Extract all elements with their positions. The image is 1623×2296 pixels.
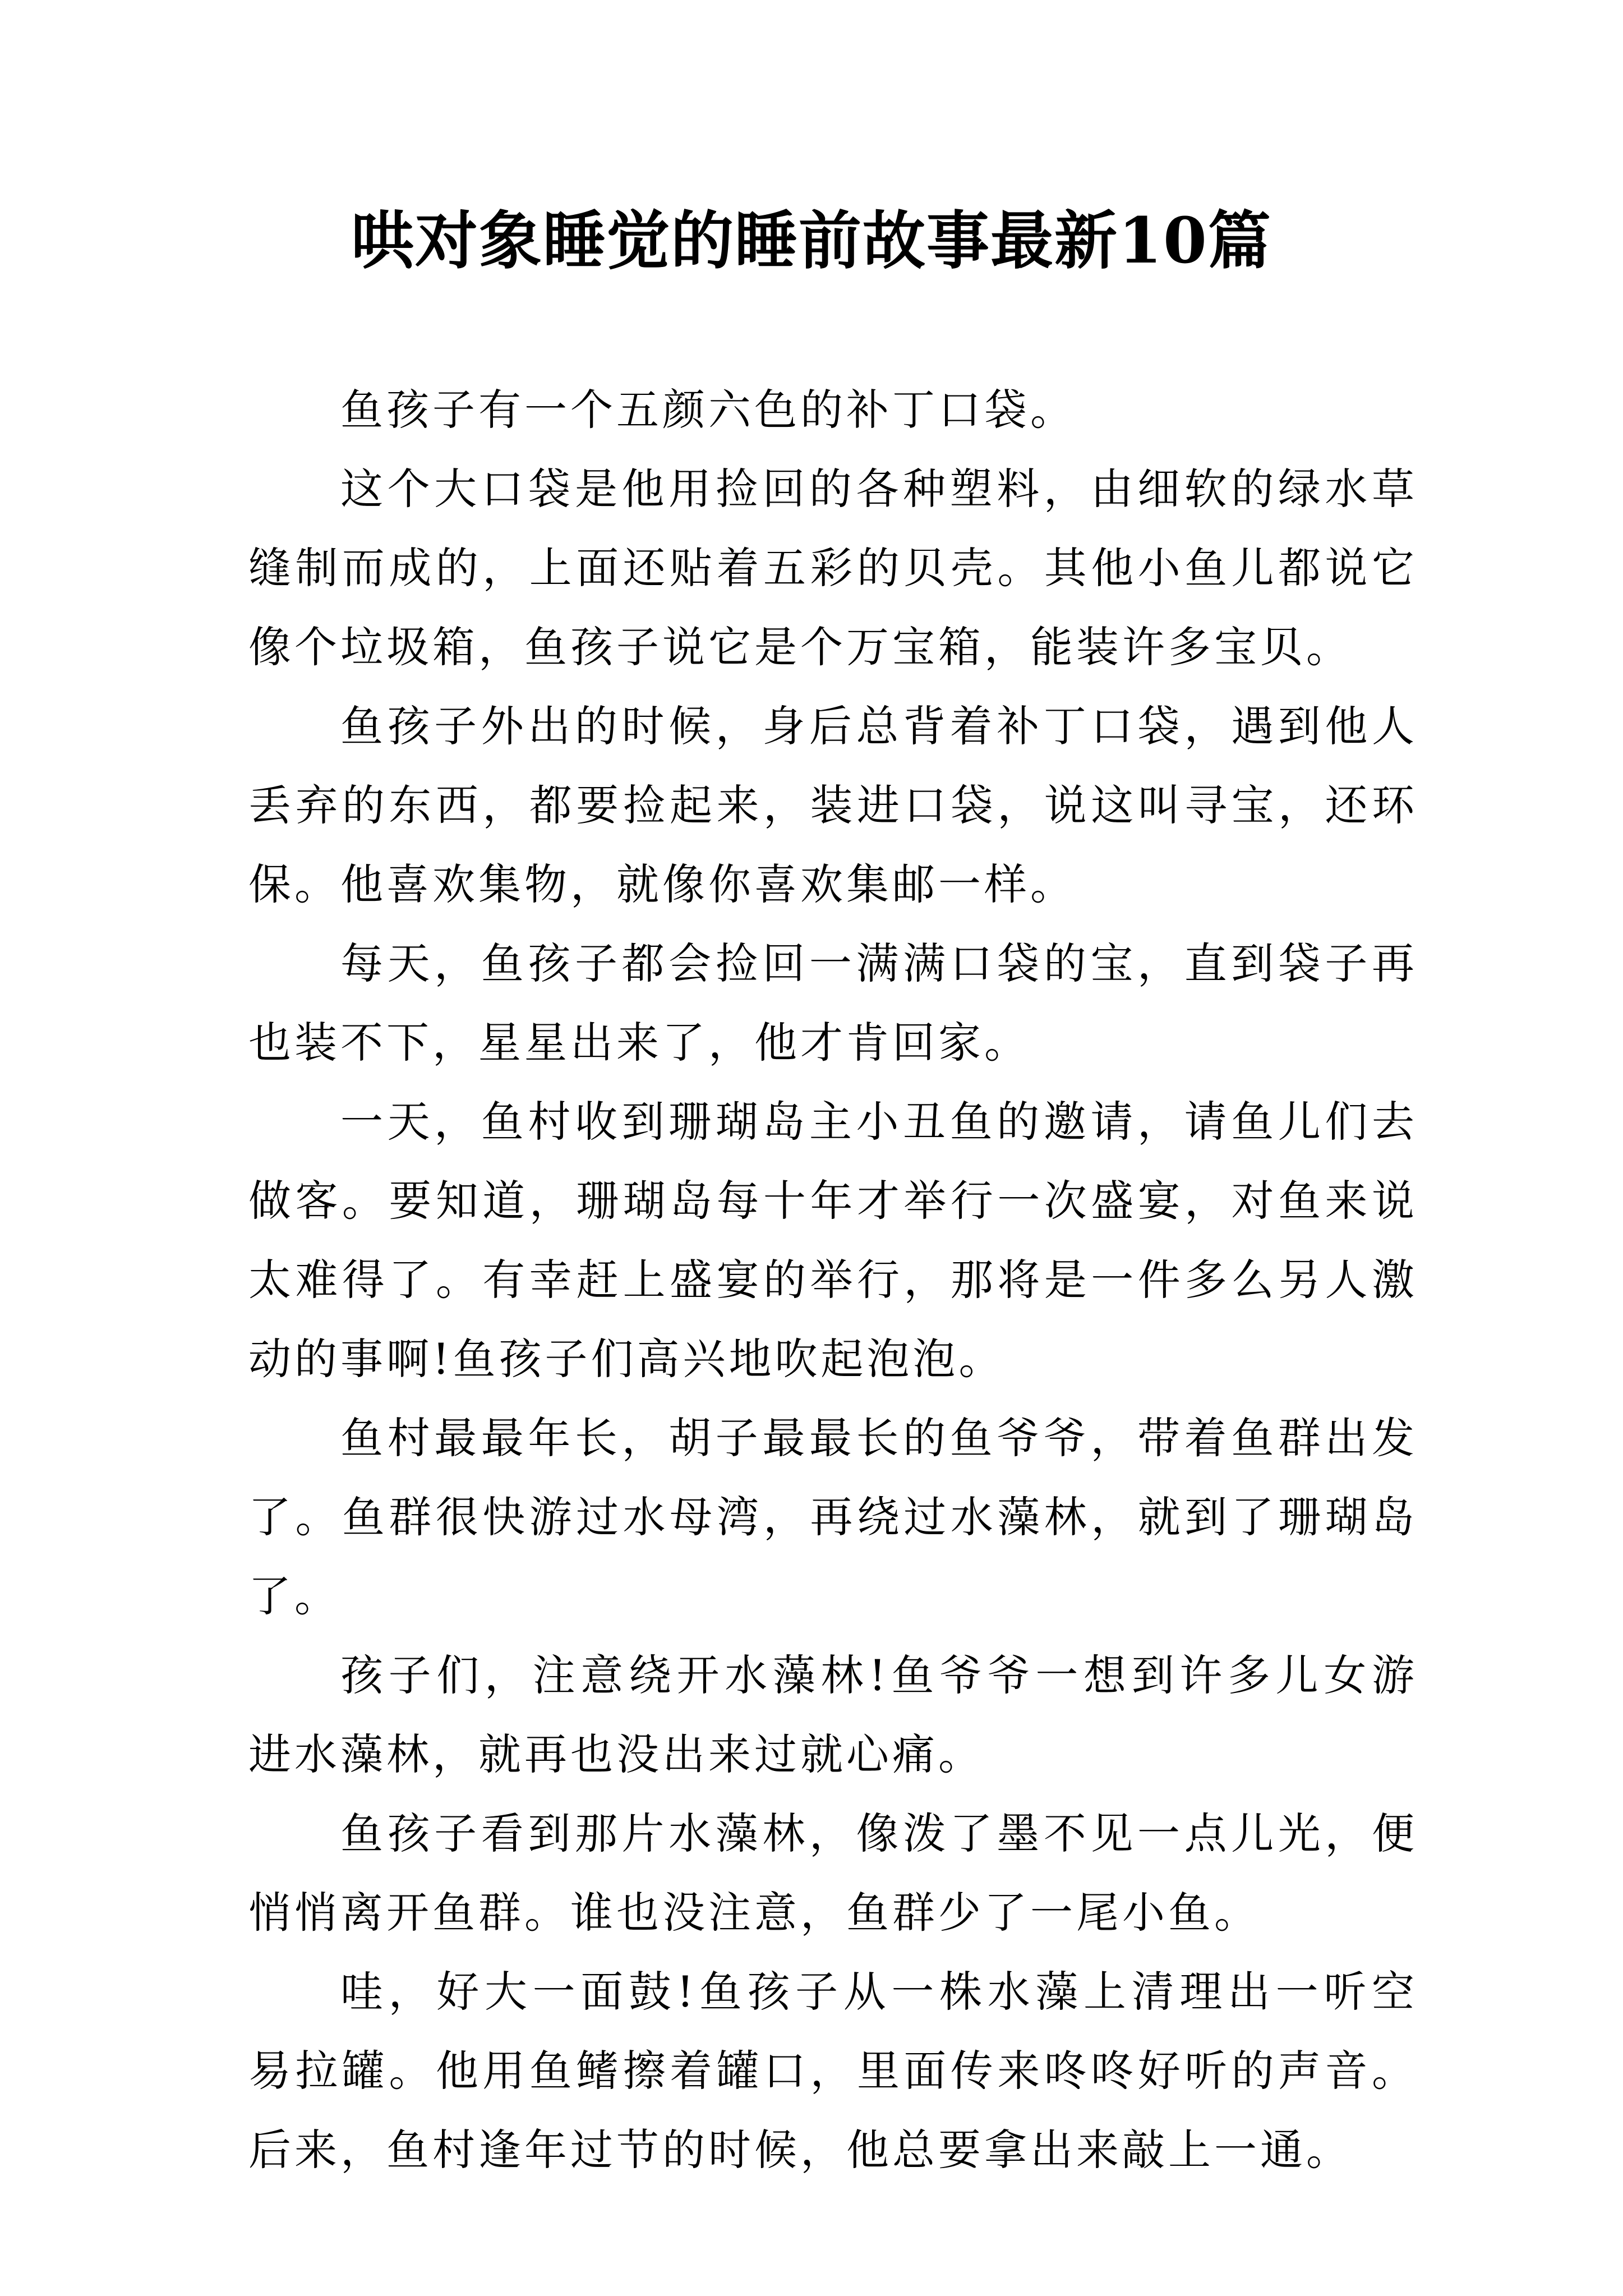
paragraph: 鱼孩子看到那片水藻林，像泼了墨不见一点儿光，便悄悄离开鱼群。谁也没注意，鱼群少了一尾小鱼。: [248, 1809, 1418, 1938]
document-body: [248, 370, 1418, 2189]
paragraph: 孩子们，注意绕开水藻林!鱼爷爷一想到许多儿女游进水藻林，就再也没出来过就心痛。: [248, 1650, 1418, 1779]
paragraph: 每天，鱼孩子都会捡回一满满口袋的宝，直到袋子再也装不下，星星出来了，他才肯回家。: [248, 938, 1418, 1068]
paragraph: 鱼孩子有一个五颜六色的补丁口袋。: [340, 385, 1076, 435]
paragraph: 哇，好大一面鼓!鱼孩子从一株水藻上清理出一听空易拉罐。他用鱼鳍擦着罐口，里面传来咚咚好听的声音。后来，鱼村逢年过节的时候，他总要拿出来敲上一通。: [248, 1967, 1418, 2175]
paragraph: 鱼孩子外出的时候，身后总背着补丁口袋，遇到他人丢弃的东西，都要捡起来，装进口袋，说这叫寻宝，还环保。他喜欢集物，就像你喜欢集邮一样。: [248, 701, 1418, 909]
paragraph: 这个大口袋是他用捡回的各种塑料，由细软的绿水草缝制而成的，上面还贴着五彩的贝壳。其他小鱼儿都说它像个垃圾箱，鱼孩子说它是个万宝箱，能装许多宝贝。: [248, 464, 1418, 672]
paragraph: 鱼村最最年长，胡子最最长的鱼爷爷，带着鱼群出发了。鱼群很快游过水母湾，再绕过水藻林，就到了珊瑚岛了。: [248, 1413, 1418, 1621]
paragraph: 一天，鱼村收到珊瑚岛主小丑鱼的邀请，请鱼儿们去做客。要知道，珊瑚岛每十年才举行一次盛宴，对鱼来说太难得了。有幸赶上盛宴的举行，那将是一件多么另人激动的事啊!鱼孩子们高兴地吹起泡泡。: [248, 1097, 1418, 1384]
document-title: 哄对象睡觉的睡前故事最新10篇: [351, 204, 1272, 278]
